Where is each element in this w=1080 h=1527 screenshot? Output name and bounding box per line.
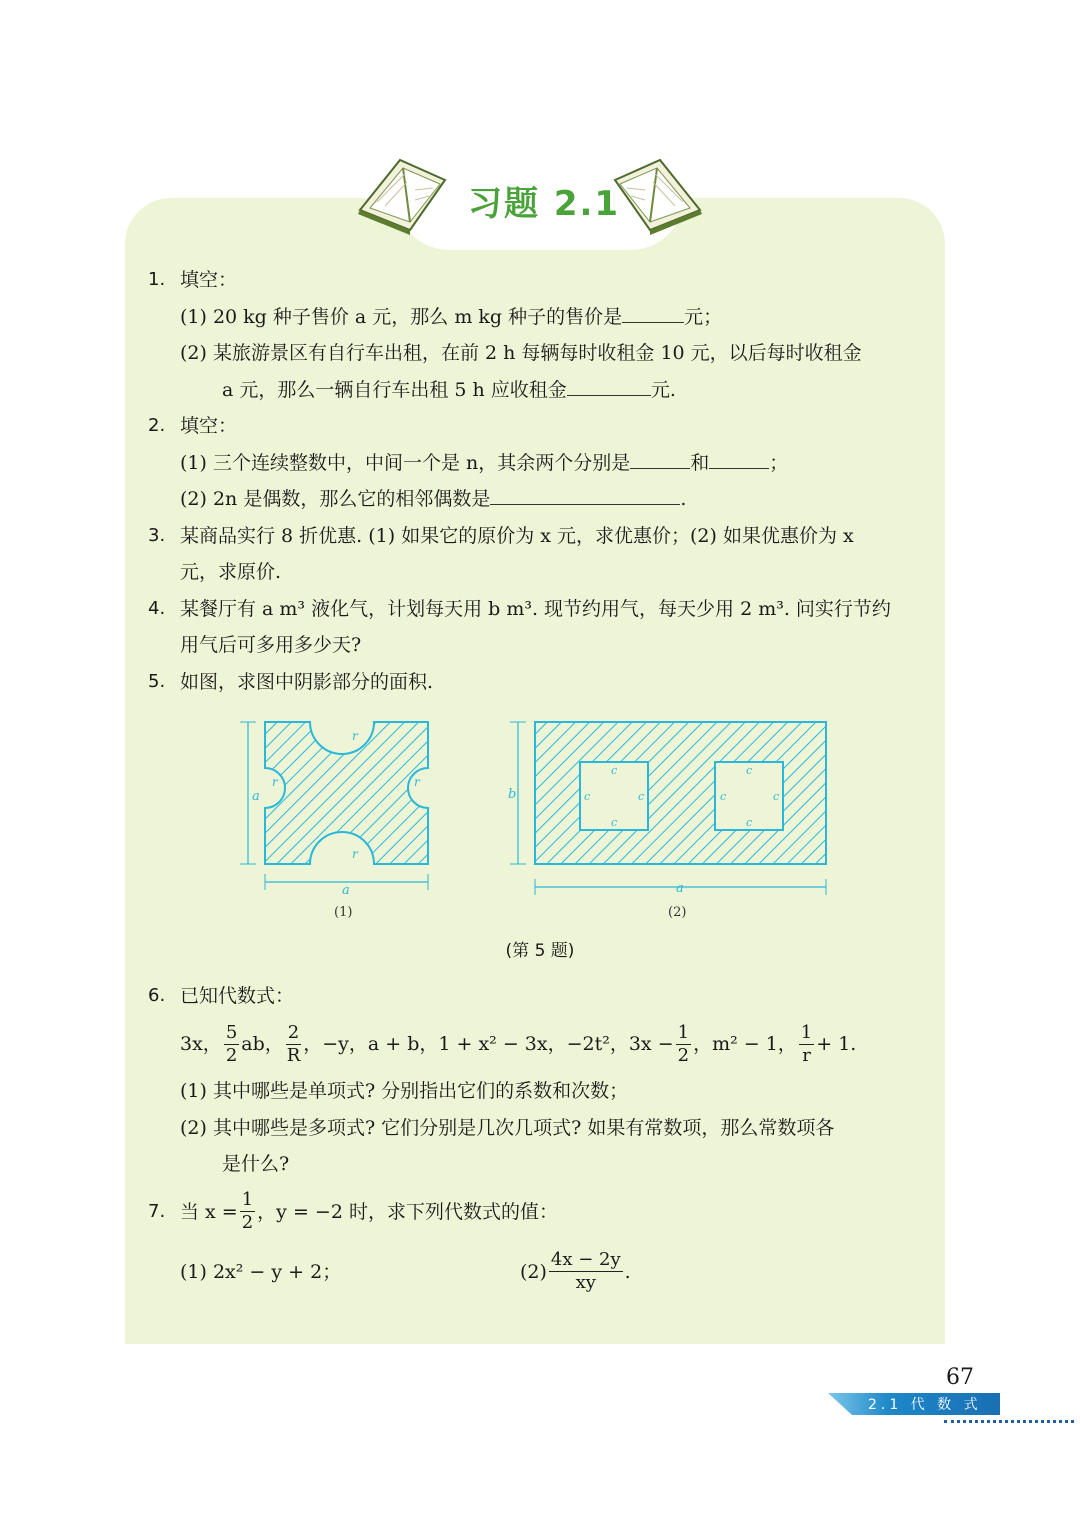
part-text: (2) 某旅游景区有自行车出租，在前 2 h 每辆每时收租金 10 元，以后每时收租金 — [180, 342, 862, 364]
question-text: 某餐厅有 a m³ 液化气，计划每天用 b m³. 现节约用气，每天少用 2 m³. 问实行节约 — [180, 597, 891, 620]
part-text: (2) — [520, 1260, 547, 1283]
question-text: 填空： — [180, 415, 238, 437]
label-c: c — [611, 764, 618, 777]
part-text: (1) 2x² − y + 2； — [180, 1260, 342, 1283]
question-text: ，y = −2 时，求下列代数式的值： — [257, 1200, 558, 1223]
label-c: c — [746, 816, 753, 829]
part-text: (1) 20 kg 种子售价 a 元，那么 m kg 种子的售价是 — [180, 305, 623, 328]
numerator: 5 — [225, 1022, 238, 1043]
numerator: 4x − 2y — [550, 1248, 621, 1270]
question-6-part-1 — [148, 1073, 928, 1110]
section-label: 2.1 代 数 式 — [868, 1397, 982, 1413]
question-text: 用气后可多用多少天? — [180, 634, 362, 656]
label-c: c — [638, 790, 645, 803]
denominator: 2 — [225, 1045, 238, 1066]
fraction — [240, 1189, 255, 1235]
question-number: 1. — [148, 269, 166, 290]
question-number: 6. — [148, 985, 166, 1006]
label-c: c — [584, 790, 591, 803]
answer-blank — [567, 373, 651, 396]
label-r-right: r — [414, 775, 420, 789]
question-number: 4. — [148, 597, 166, 619]
question-number: 5. — [148, 670, 166, 692]
fraction — [799, 1022, 814, 1067]
denominator: 2 — [677, 1045, 690, 1066]
part-text: 元； — [684, 305, 723, 328]
part-text: . — [624, 1260, 631, 1283]
numerator: 1 — [241, 1188, 254, 1210]
dotted-rule — [944, 1420, 1074, 1423]
question-3-cont — [148, 554, 928, 591]
expr-text: + 1. — [816, 1032, 857, 1055]
question-text: 元，求原价. — [180, 561, 282, 583]
question-4-cont — [148, 627, 928, 664]
label-a-bottom: a — [342, 883, 350, 898]
numerator: 2 — [287, 1022, 300, 1043]
figure-2 — [500, 712, 840, 932]
fraction — [676, 1022, 691, 1067]
shaded-region — [535, 722, 826, 864]
part-text: (1) 其中哪些是单项式? 分别指出它们的系数和次数； — [180, 1080, 629, 1102]
label-c: c — [611, 816, 618, 829]
fraction — [224, 1022, 239, 1067]
page-number: 67 — [946, 1365, 974, 1390]
numerator: 1 — [677, 1022, 690, 1043]
question-6-part-2-cont — [148, 1146, 928, 1183]
label-c: c — [773, 790, 780, 803]
question-number: 7. — [148, 1200, 166, 1222]
question-text: 填空： — [180, 269, 238, 291]
question-text: 如图，求图中阴影部分的面积. — [180, 670, 434, 693]
answer-blank — [622, 300, 684, 323]
question-1-part-2-cont — [148, 372, 928, 409]
exercise-content — [148, 262, 928, 700]
part-text: 是什么? — [222, 1153, 290, 1175]
question-2 — [148, 408, 928, 445]
fraction — [286, 1022, 301, 1067]
part-text: a 元，那么一辆自行车出租 5 h 应收租金 — [222, 378, 567, 401]
question-1-part-2 — [148, 335, 928, 372]
denominator: r — [802, 1045, 811, 1066]
question-6-expressions — [148, 1021, 928, 1068]
part-text: . — [680, 488, 687, 510]
question-2-part-1 — [148, 445, 928, 482]
answer-blank — [490, 482, 680, 505]
exercise-title: 习题 2.1 — [468, 184, 621, 224]
question-text: 当 x = — [180, 1200, 238, 1223]
question-7 — [148, 1189, 928, 1235]
part-text: ； — [769, 451, 789, 474]
question-3 — [148, 518, 928, 555]
label-r-left: r — [272, 775, 278, 789]
question-5 — [148, 664, 928, 701]
shaded-region — [265, 722, 428, 864]
part-text: 元. — [650, 378, 676, 401]
question-1 — [148, 262, 928, 299]
expr-text: ab， — [241, 1032, 284, 1055]
expr-text: ，−y，a + b，1 + x² − 3x，−2t²，3x − — [303, 1032, 674, 1055]
numerator: 1 — [800, 1022, 813, 1043]
left-book-icon — [355, 140, 455, 235]
label-a-side: a — [252, 789, 260, 804]
figure-2-caption: (2) — [668, 905, 687, 920]
fraction — [549, 1249, 623, 1295]
label-r-top: r — [352, 729, 358, 743]
figure-1-caption: (1) — [334, 905, 353, 920]
question-number: 3. — [148, 524, 166, 546]
expr-text: ，m² − 1， — [693, 1032, 797, 1055]
part-text: (2) 2n 是偶数，那么它的相邻偶数是 — [180, 488, 491, 510]
figure-caption: (第 5 题) — [505, 941, 575, 961]
label-b: b — [508, 787, 517, 802]
part-text: 和 — [690, 451, 710, 474]
question-6 — [148, 978, 928, 1015]
label-r-bottom: r — [352, 847, 358, 861]
answer-blank — [630, 446, 690, 469]
exercise-content-2 — [148, 978, 928, 1295]
figure-1 — [230, 712, 450, 932]
label-a: a — [676, 881, 684, 896]
question-4 — [148, 591, 928, 628]
question-text: 某商品实行 8 折优惠. (1) 如果它的原价为 x 元，求优惠价；(2) 如果优惠价为 x — [180, 524, 854, 547]
label-c: c — [720, 790, 727, 803]
question-7-parts — [148, 1249, 928, 1295]
label-c: c — [746, 764, 753, 777]
expr-text: 3x， — [180, 1032, 222, 1055]
question-1-part-1 — [148, 299, 928, 336]
part-text: (2) 其中哪些是多项式? 它们分别是几次几项式? 如果有常数项，那么常数项各 — [180, 1116, 835, 1139]
denominator: 2 — [241, 1211, 254, 1233]
question-6-part-2 — [148, 1110, 928, 1147]
part-text: (1) 三个连续整数中，中间一个是 n，其余两个分别是 — [180, 451, 631, 474]
question-2-part-2 — [148, 481, 928, 518]
denominator: xy — [575, 1271, 596, 1293]
answer-blank — [709, 446, 769, 469]
question-text: 已知代数式： — [180, 985, 295, 1007]
question-number: 2. — [148, 415, 166, 436]
denominator: R — [286, 1045, 301, 1066]
